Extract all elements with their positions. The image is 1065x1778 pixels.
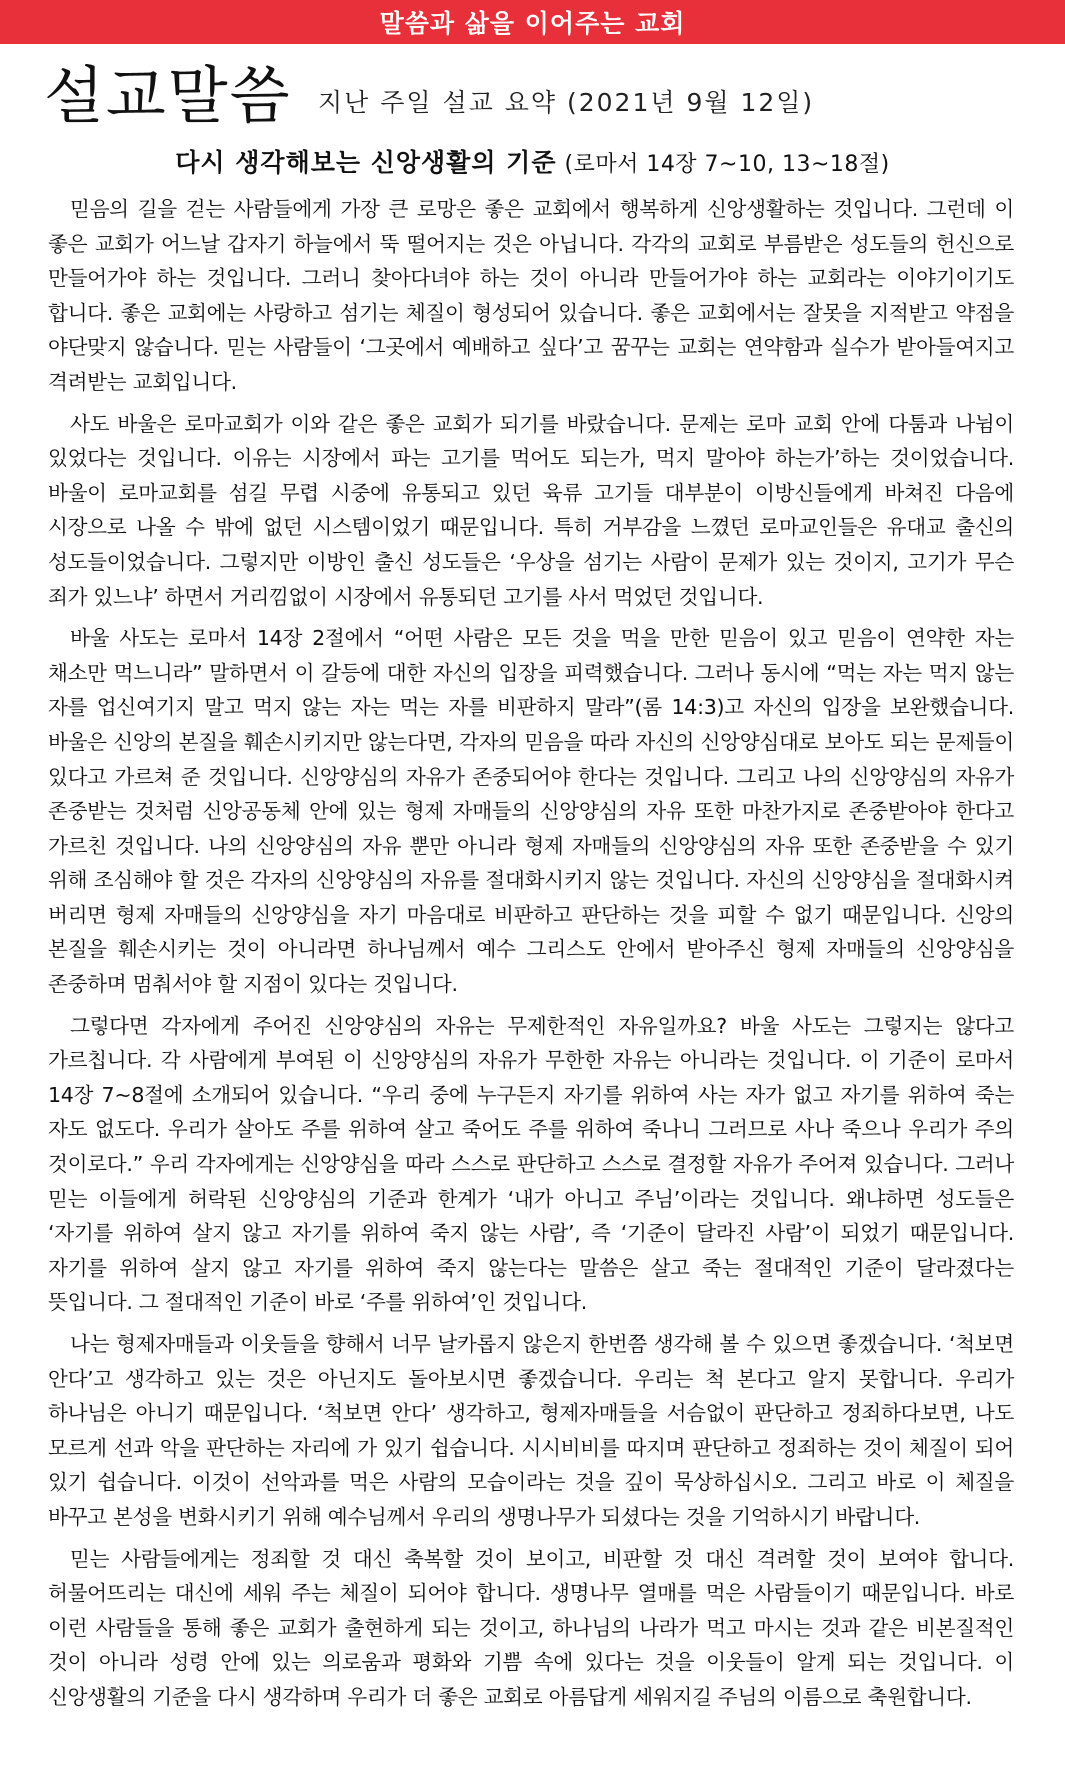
page-header [40,56,1040,136]
paragraph-2: 사도 바울은 로마교회가 이와 같은 좋은 교회가 되기를 바랐습니다. 문제는 로마 교회 안에 다툼과 나뉨이 있었다는 것입니다. 이유는 시장에서 파는 고기를 먹어도 되는가, 먹지 말아야 하는가’하는 것이었습니다. 바울이 로마교회를 섬길 무렵 시중에 유통되고 있던 육류 고기들 대부분이 이방신들에게 바쳐진 다음에 시장으로 나올 수 밖에 없던 시스템이었기 때문입니다. 특히 거부감을 느꼈던 로마교인들은 유대교 출신의 성도들이었습니다. 그렇지만 이방인 출신 성도들은 ‘우상을 섬기는 사람이 문제가 있는 것이지, 고기가 무슨 죄가 있느냐’ 하면서 거리낌없이 시장에서 유통되던 고기를 사서 먹었던 것입니다. [48,411,1014,609]
page-subtitle: 지난 주일 설교 요약 (2021년 9월 12일) [318,88,815,117]
paragraph-1: 믿음의 길을 걷는 사람들에게 가장 큰 로망은 좋은 교회에서 행복하게 신앙생활하는 것입니다. 그런데 이 좋은 교회가 어느날 갑자기 하늘에서 뚝 떨어지는 것은 아닙니다. 각각의 교회로 부름받은 성도들의 헌신으로 만들어가야 하는 것입니다. 그러니 찾아다녀야 하는 것이 아니라 만들어가야 하는 교회라는 이야기이기도 합니다. 좋은 교회에는 사랑하고 섬기는 체질이 형성되어 있습니다. 좋은 교회에서는 잘못을 지적받고 약점을 야단맞지 않습니다. 믿는 사람들이 ‘그곳에서 예배하고 싶다’고 꿈꾸는 교회는 연약함과 실수가 받아들여지고 격려받는 교회입니다. [48,197,1014,394]
paragraph-5: 나는 형제자매들과 이웃들을 향해서 너무 날카롭지 않은지 한번쯤 생각해 볼 수 있으면 좋겠습니다. ‘척보면 안다’고 생각하고 있는 것은 아닌지도 돌아보시면 좋겠습니다. 우리는 척 본다고 알지 못합니다. 우리가 하나님은 아니기 때문입니다. ‘척보면 안다’ 생각하고, 형제자매들을 서슴없이 판단하고 정죄하다보면, 나도 모르게 선과 악을 판단하는 자리에 가 있기 쉽습니다. 시시비비를 따지며 판단하고 정죄하는 것이 체질이 되어 있기 쉽습니다. 이것이 선악과를 먹은 사람의 모습이라는 것을 깊이 묵상하십시오. 그리고 바로 이 체질을 바꾸고 본성을 변화시키기 위해 예수님께서 우리의 생명나무가 되셨다는 것을 기억하시기 바랍니다. [48,1332,1014,1529]
sermon-heading [0,146,1065,182]
sermon-title: 다시 생각해보는 신앙생활의 기준 [175,148,557,177]
paragraph-3: 바울 사도는 로마서 14장 2절에서 “어떤 사람은 모든 것을 먹을 만한 믿음이 있고 믿음이 연약한 자는 채소만 먹느니라” 말하면서 이 갈등에 대한 자신의 입장을 피력했습니다. 그러나 동시에 “먹는 자는 먹지 않는 자를 업신여기지 말고 먹지 않는 자는 먹는 자를 비판하지 말라”(롬 14:3)고 자신의 입장을 보완했습니다. 바울은 신앙의 본질을 훼손시키지만 않는다면, 각자의 믿음을 따라 자신의 신앙양심대로 보아도 되는 문제들이 있다고 가르쳐 준 것입니다. 신앙양심의 자유가 존중되어야 한다는 것입니다. 그리고 나의 신앙양심의 자유가 존중받는 것처럼 신앙공동체 안에 있는 형제 자매들의 신앙양심의 자유 또한 마찬가지로 존중받아야 한다고 가르친 것입니다. 나의 신앙양심의 자유 뿐만 아니라 형제 자매들의 신앙양심의 자유 또한 존중받을 수 있기 위해 조심해야 할 것은 각자의 신앙양심의 자유를 절대화시키지 않는 것입니다. 자신의 신앙양심을 절대화시켜 버리면 형제 자매들의 신앙양심을 자기 마음대로 비판하고 판단하는 것을 피할 수 없기 때문입니다. 신앙의 본질을 훼손시키는 것이 아니라면 하나님께서 예수 그리스도 안에서 받아주신 형제 자매들의 신앙양심을 존중하며 멈춰서야 할 지점이 있다는 것입니다. [48,626,1014,997]
sermon-body [48,192,1014,1722]
banner-text: 말씀과 삶을 이어주는 교회 [379,9,686,38]
paragraph-6: 믿는 사람들에게는 정죄할 것 대신 축복할 것이 보이고, 비판할 것 대신 격려할 것이 보여야 합니다. 허물어뜨리는 대신에 세워 주는 체질이 되어야 합니다. 생명나무 열매를 먹은 사람들이기 때문입니다. 바로 이런 사람들을 통해 좋은 교회가 출현하게 되는 것이고, 하나님의 나라가 먹고 마시는 것과 같은 비본질적인 것이 아니라 성령 안에 있는 의로움과 평화와 기쁨 속에 있다는 것을 이웃들이 알게 되는 것입니다. 이 신앙생활의 기준을 다시 생각하며 우리가 더 좋은 교회로 아름답게 세워지길 주님의 이름으로 축원합니다. [48,1546,1014,1709]
page-title: 설교말씀 [44,59,292,132]
church-slogan-banner [0,0,1065,44]
scripture-reference: (로마서 14장 7~10, 13~18절) [564,152,890,177]
paragraph-4: 그렇다면 각자에게 주어진 신앙양심의 자유는 무제한적인 자유일까요? 바울 사도는 그렇지는 않다고 가르칩니다. 각 사람에게 부여된 이 신앙양심의 자유가 무한한 자유는 아니라는 것입니다. 이 기준이 로마서 14장 7~8절에 소개되어 있습니다. “우리 중에 누구든지 자기를 위하여 사는 자가 없고 자기를 위하여 죽는 자도 없도다. 우리가 살아도 주를 위하여 살고 죽어도 주를 위하여 죽나니 그러므로 사나 죽으나 우리가 주의 것이로다.” 우리 각자에게는 신앙양심을 따라 스스로 판단하고 스스로 결정할 자유가 주어져 있습니다. 그러나 믿는 이들에게 허락된 신앙양심의 기준과 한계가 ‘내가 아니고 주님’이라는 것입니다. 왜냐하면 성도들은 ‘자기를 위하여 살지 않고 자기를 위하여 죽지 않는 사람’, 즉 ‘기준이 달라진 사람’이 되었기 때문입니다. 자기를 위하여 살지 않고 자기를 위하여 죽지 않는다는 말씀은 살고 죽는 절대적인 기준이 달라졌다는 뜻입니다. 그 절대적인 기준이 바로 ‘주를 위하여’인 것입니다. [48,1013,1014,1315]
